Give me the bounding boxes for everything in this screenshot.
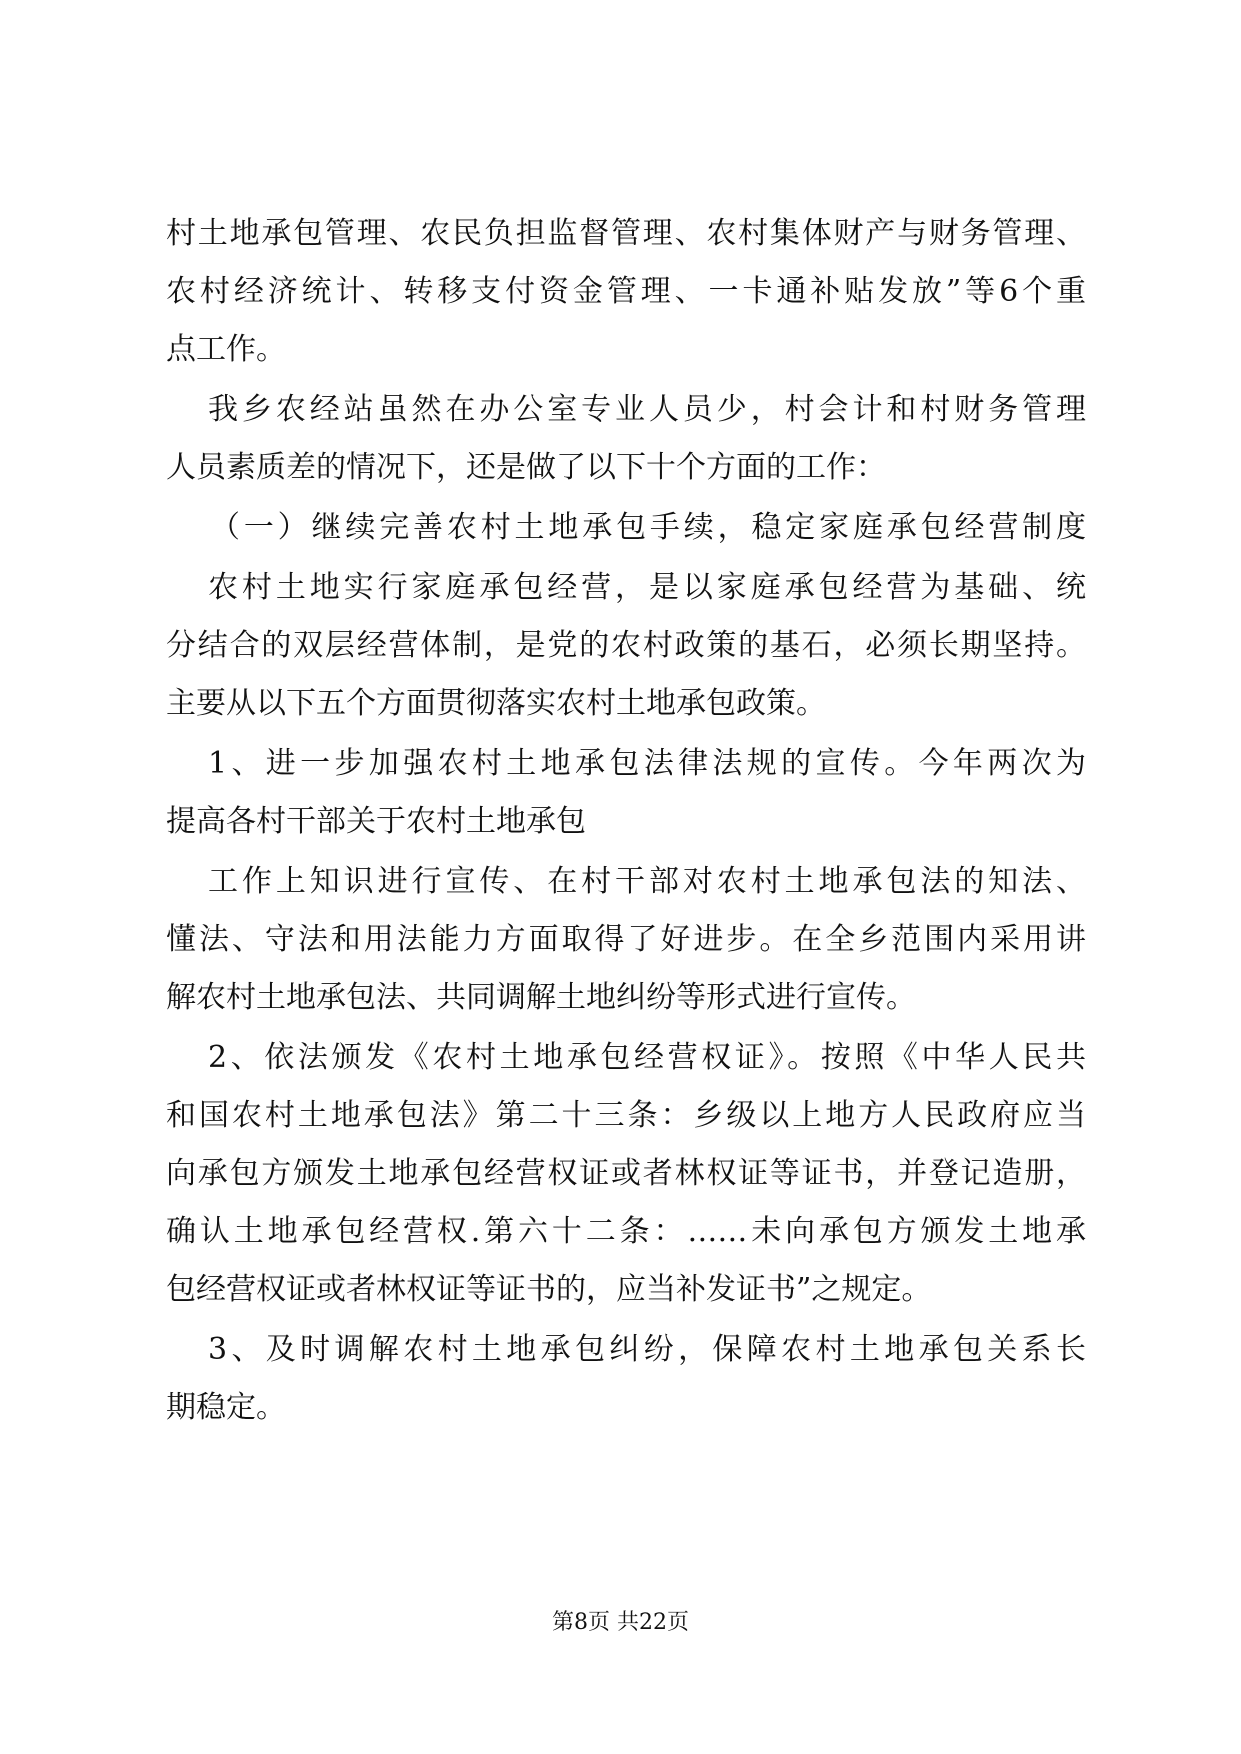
list-item-3-line: 3、及时调解农村土地承包纠纷，保障农村土地承包关系长	[208, 1332, 1086, 1367]
text-line-13: 懂法、守法和用法能力方面取得了好进步。在全乡范围内采用讲	[166, 922, 1086, 957]
text-line-17: 向承包方颁发土地承包经营权证或者林权证等证书，并登记造册，	[166, 1156, 1086, 1191]
text-line-2: 农村经济统计、转移支付资金管理、一卡通补贴发放”等6个重	[166, 274, 1086, 309]
list-item-1-line: 1、进一步加强农村土地承包法律法规的宣传。今年两次为	[208, 746, 1086, 781]
text-line-9: 主要从以下五个方面贯彻落实农村土地承包政策。	[166, 686, 826, 721]
text-line-5: 人员素质差的情况下，还是做了以下十个方面的工作：	[166, 450, 886, 485]
text-line-16: 和国农村土地承包法》第二十三条：乡级以上地方人民政府应当	[166, 1098, 1086, 1133]
list-item-2-line: 2、依法颁发《农村土地承包经营权证》。按照《中华人民共	[208, 1040, 1086, 1075]
text-line-21: 期稳定。	[166, 1390, 286, 1425]
paragraph-start-line: 农村土地实行家庭承包经营，是以家庭承包经营为基础、统	[208, 570, 1086, 605]
section-heading: （一）继续完善农村土地承包手续，稳定家庭承包经营制度	[210, 510, 1086, 545]
text-line-18: 确认土地承包经营权.第六十二条：……未向承包方颁发土地承	[166, 1214, 1086, 1249]
text-line-8: 分结合的双层经营体制，是党的农村政策的基石，必须长期坚持。	[166, 628, 1086, 663]
paragraph-start-line: 我乡农经站虽然在办公室专业人员少，村会计和村财务管理	[208, 392, 1086, 427]
text-line-19: 包经营权证或者林权证等证书的，应当补发证书”之规定。	[166, 1272, 932, 1307]
text-line-11: 提高各村干部关于农村土地承包	[166, 804, 586, 839]
page-number-footer: 第8页 共22页	[552, 1610, 689, 1635]
text-line-3: 点工作。	[166, 332, 286, 367]
paragraph-start-line: 工作上知识进行宣传、在村干部对农村土地承包法的知法、	[208, 864, 1086, 899]
text-line-14: 解农村土地承包法、共同调解土地纠纷等形式进行宣传。	[166, 980, 916, 1015]
text-line-1: 村土地承包管理、农民负担监督管理、农村集体财产与财务管理、	[166, 216, 1086, 251]
